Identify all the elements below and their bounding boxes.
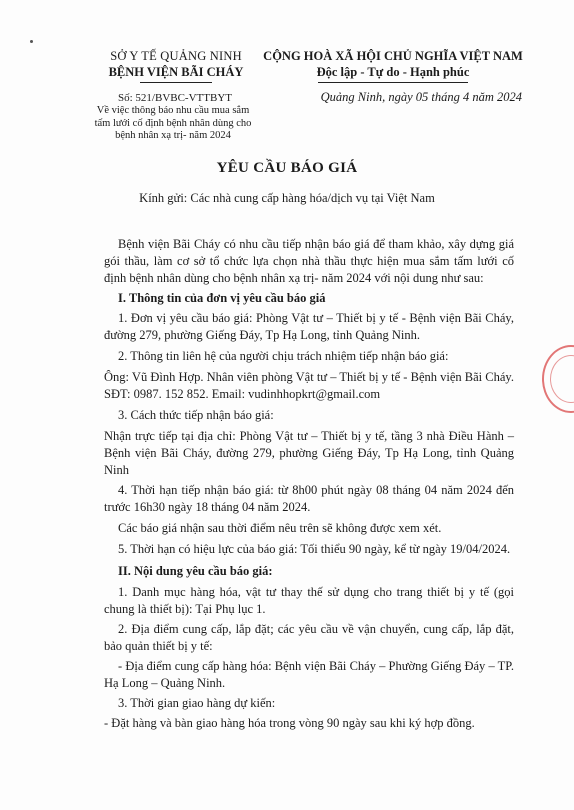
intro-paragraph: Bệnh viện Bãi Cháy có nhu cầu tiếp nhận báo giá để tham khảo, xây dựng giá gói thầu, làm cơ sở tổ chức lựa chọn nhà thầu thực hiện mua sắm tấm lưới cố định bệnh nhân dùng cho bệnh nhân xạ trị- năm 2024 với nội dung như sau:	[104, 237, 514, 285]
document-title: YÊU CẦU BÁO GIÁ	[216, 160, 358, 176]
section-1-item-4: 4. Thời hạn tiếp nhận báo giá: từ 8h00 phút ngày 08 tháng 04 năm 2024 đến trước 16h30 ngày 18 tháng 04 năm 2024.	[104, 483, 514, 514]
issuer-header	[86, 48, 266, 83]
organization-name: BỆNH VIỆN BÃI CHÁY	[108, 65, 244, 79]
section-1-item-2: 2. Thông tin liên hệ của người chịu trách nhiệm tiếp nhận báo giá:	[118, 349, 449, 363]
issuer-underline	[140, 82, 212, 83]
parent-organization: SỞ Y TẾ QUẢNG NINH	[110, 49, 242, 63]
late-quote-note: Các báo giá nhận sau thời điểm nêu trên sẽ không được xem xét.	[118, 521, 442, 535]
document-body	[104, 236, 514, 732]
nation-name: CỘNG HOÀ XÃ HỘI CHỦ NGHĨA VIỆT NAM	[263, 49, 523, 63]
contact-details: Ông: Vũ Đình Hợp. Nhân viên phòng Vật tư – Thiết bị y tế - Bệnh viện Bãi Cháy. SĐT: 0987. 152 852. Email: vudinhhopkrt@gmail.com	[104, 370, 514, 401]
document-number: Số: 521/BVBC-VTTBYT	[118, 92, 232, 104]
section-1-heading: I. Thông tin của đơn vị yêu cầu báo giá	[118, 291, 326, 305]
red-seal-stamp	[542, 345, 574, 413]
scan-speck	[30, 40, 33, 43]
issue-date: Quảng Ninh, ngày 05 tháng 4 năm 2024	[320, 90, 522, 104]
receipt-address: Nhận trực tiếp tại địa chỉ: Phòng Vật tư – Thiết bị y tế, tầng 3 nhà Điều Hành – Bệnh viện Bãi Cháy, đường 279, phường Giếng Đáy, Tp Hạ Long, tỉnh Quảng Ninh	[104, 429, 514, 477]
section-2-heading: II. Nội dung yêu cầu báo giá:	[118, 564, 273, 578]
section-2-item-2: 2. Địa điểm cung cấp, lắp đặt; các yêu cầu về vận chuyển, cung cấp, lắp đặt, bảo quản thiết bị y tế:	[104, 622, 514, 653]
section-1-item-5: 5. Thời hạn có hiệu lực của báo giá: Tối thiểu 90 ngày, kể từ ngày 19/04/2024.	[118, 542, 511, 556]
national-header	[262, 48, 524, 83]
section-1-item-1: 1. Đơn vị yêu cầu báo giá: Phòng Vật tư – Thiết bị y tế - Bệnh viện Bãi Cháy, đường 279, phường Giếng Đáy, Tp Hạ Long, tỉnh Quảng Ninh.	[104, 311, 514, 342]
section-2-item-1: 1. Danh mục hàng hóa, vật tư thay thế sử dụng cho trang thiết bị y tế (gọi chung là thiết bị): Tại Phụ lục 1.	[104, 585, 514, 616]
document-subject: Về việc thông báo nhu cầu mua sắm tấm lưới cố định bệnh nhân dùng cho bệnh nhân xạ trị- năm 2024	[94, 105, 252, 141]
motto-underline	[318, 82, 468, 83]
greeting: Kính gửi: Các nhà cung cấp hàng hóa/dịch vụ tại Việt Nam	[139, 191, 435, 205]
section-2-item-3: 3. Thời gian giao hàng dự kiến:	[118, 696, 276, 710]
national-motto: Độc lập - Tự do - Hạnh phúc	[316, 65, 470, 79]
section-1-item-3: 3. Cách thức tiếp nhận báo giá:	[118, 408, 274, 422]
delivery-location-bullet: - Địa điểm cung cấp hàng hóa: Bệnh viện Bãi Cháy – Phường Giếng Đáy – TP. Hạ Long – Quảng Ninh.	[104, 659, 514, 690]
delivery-time-bullet: - Đặt hàng và bàn giao hàng hóa trong vòng 90 ngày sau khi ký hợp đồng.	[104, 716, 475, 730]
